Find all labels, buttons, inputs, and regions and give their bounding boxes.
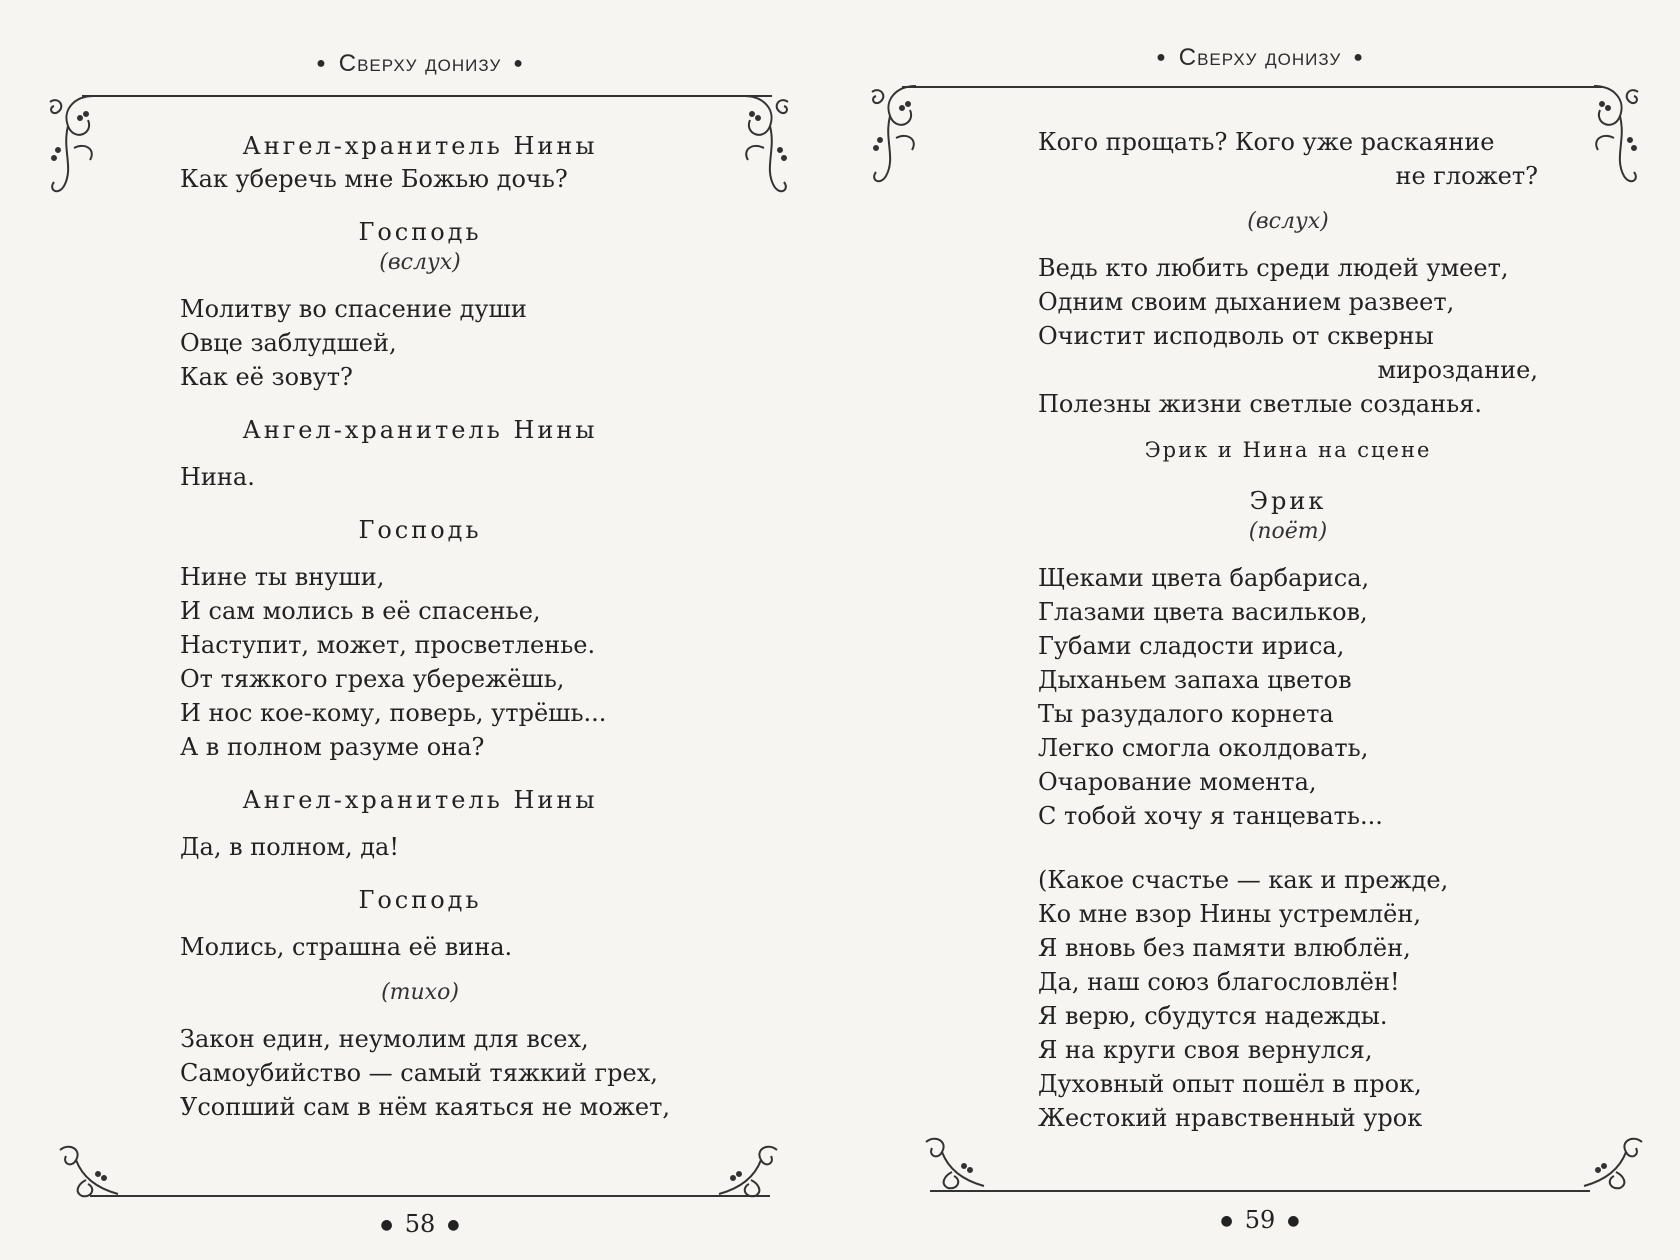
speaker-name: Господь [358, 218, 482, 246]
verse-line: Ведь кто любить среди людей умеет, [1038, 254, 1509, 282]
bullet-icon: ● [1287, 1213, 1300, 1229]
verse-line: Усопший сам в нём каяться не может, [180, 1093, 670, 1121]
bullet-icon: ● [447, 1217, 460, 1233]
verse-line: Жестокий нравственный урок [1038, 1104, 1423, 1132]
verse-line: Губами сладости ириса, [1038, 632, 1345, 660]
right-text-block [1038, 125, 1538, 1135]
verse-line: Закон един, неумолим для всех, [180, 1025, 589, 1053]
verse-line: Легко смогла околдовать, [1038, 734, 1369, 762]
stage-note: Эрик и Нина на сцене [1144, 438, 1432, 462]
floral-swirl-icon [52, 1140, 122, 1200]
verse-line: Самоубийство — самый тяжкий грех, [180, 1059, 658, 1087]
verse-line: (Какое счастье — как и прежде, [1038, 866, 1449, 894]
page-number-text: 59 [1244, 1206, 1276, 1234]
verse-line: Да, наш союз благословлён! [1038, 968, 1400, 996]
speaker-name: Господь [358, 516, 482, 544]
verse-line: И нос кое-кому, поверь, утрёшь... [180, 699, 607, 727]
bullet-icon: ● [513, 55, 524, 72]
verse-line: Я верю, сбудутся надежды. [1038, 1002, 1388, 1030]
floral-swirl-icon [44, 90, 108, 200]
verse-line: Ко мне взор Нины устремлён, [1038, 900, 1421, 928]
floral-swirl-icon [918, 1132, 988, 1192]
running-head-text: Сверху донизу [338, 50, 502, 77]
verse-line: не гложет? [1395, 162, 1538, 190]
verse-line: С тобой хочу я танцевать... [1038, 802, 1383, 830]
verse-line: Полезны жизни светлые созданья. [1038, 390, 1482, 418]
verse-line: От тяжкого греха убережёшь, [180, 665, 565, 693]
verse-line: Да, в полном, да! [180, 833, 400, 861]
verse-line: А в полном разуме она? [180, 733, 485, 761]
verse-line: Молитву во спасение души [180, 295, 527, 323]
verse-line: Духовный опыт пошёл в прок, [1038, 1070, 1422, 1098]
stage-direction: (поёт) [1248, 519, 1328, 544]
bottom-rule [930, 1190, 1590, 1192]
running-head [0, 50, 840, 78]
bullet-icon: ● [1353, 49, 1364, 66]
speaker-name: Господь [358, 886, 482, 914]
verse-line: Дыханьем запаха цветов [1038, 666, 1352, 694]
verse-line: И сам молись в её спасенье, [180, 597, 541, 625]
speaker-name: Ангел-хранитель Нины [242, 416, 598, 444]
stage-direction: (вслух) [1247, 209, 1329, 234]
left-text-block [180, 130, 670, 1124]
verse-line: Молись, страшна её вина. [180, 933, 513, 961]
verse-line: Наступит, может, просветленье. [180, 631, 596, 659]
verse-line: Я вновь без памяти влюблён, [1038, 934, 1411, 962]
floral-swirl-icon [730, 90, 794, 200]
verse-line: Очарование момента, [1038, 768, 1317, 796]
bottom-rule [90, 1195, 770, 1197]
stage-direction: (вслух) [379, 250, 461, 275]
speaker-name: Ангел-хранитель Нины [242, 132, 598, 160]
verse-line: Одним своим дыханием развеет, [1038, 288, 1455, 316]
top-rule [82, 95, 772, 97]
page-number-text: 58 [404, 1210, 436, 1238]
bullet-icon: ● [1220, 1213, 1233, 1229]
verse-line: Глазами цвета васильков, [1038, 598, 1368, 626]
verse-line: Кого прощать? Кого уже раскаяние [1038, 128, 1495, 156]
stage-direction: (тихо) [381, 980, 459, 1005]
verse-line: Ты разудалого корнета [1038, 700, 1334, 728]
page-number [0, 1210, 840, 1238]
floral-swirl-icon [715, 1140, 785, 1200]
right-page [840, 0, 1680, 1260]
floral-swirl-icon [1580, 1132, 1650, 1192]
verse-line: Нина. [180, 463, 255, 491]
verse-line: Щеками цвета барбариса, [1038, 564, 1370, 592]
floral-swirl-icon [866, 80, 930, 190]
running-head [840, 44, 1680, 72]
bullet-icon: ● [316, 55, 327, 72]
verse-line: Я на круги своя вернулся, [1038, 1036, 1373, 1064]
speaker-name: Эрик [1249, 487, 1327, 515]
running-head-text: Сверху донизу [1178, 44, 1342, 71]
verse-line: Нине ты внуши, [180, 563, 385, 591]
verse-line: Как её зовут? [180, 363, 353, 391]
top-rule [902, 86, 1602, 88]
bullet-icon: ● [1156, 49, 1167, 66]
verse-line: Овце заблудшей, [180, 329, 397, 357]
verse-line: Очистит исподволь от скверны [1038, 322, 1434, 350]
bullet-icon: ● [380, 1217, 393, 1233]
verse-line: мироздание, [1377, 356, 1538, 384]
floral-swirl-icon [1580, 80, 1644, 190]
speaker-name: Ангел-хранитель Нины [242, 786, 598, 814]
verse-line: Как уберечь мне Божью дочь? [180, 165, 568, 193]
page-number [840, 1206, 1680, 1234]
